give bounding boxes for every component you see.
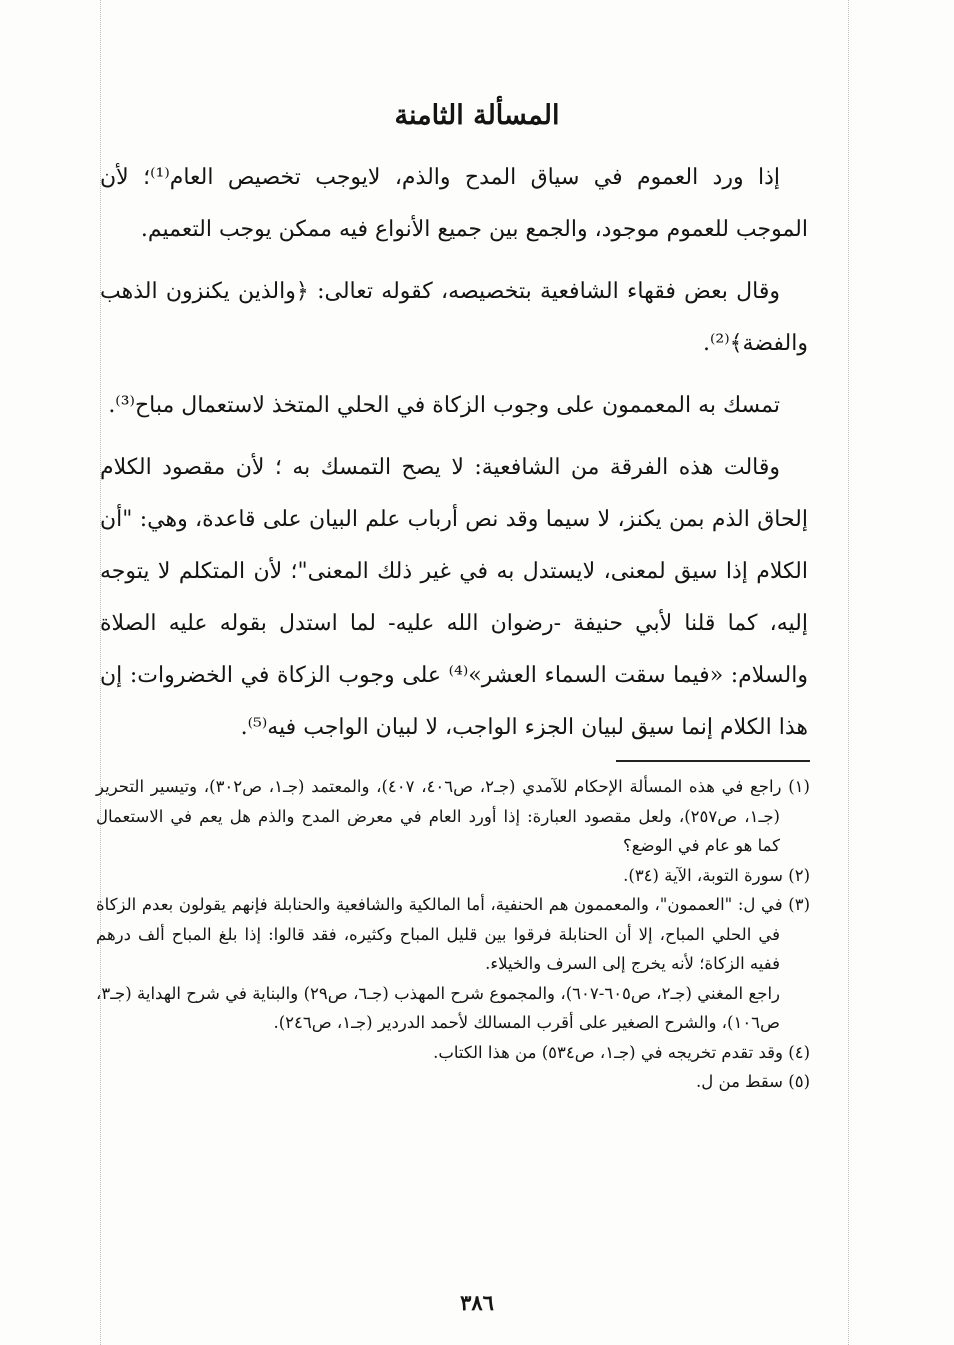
footnote-5: (٥) سقط من ل. [696,1072,810,1091]
paragraph: إذا ورد العموم في سياق المدح والذم، لايوجب تخصيص العام⁽¹⁾؛ لأن الموجب للعموم موجود، والجمع بين جميع الأنواع فيه ممكن يوجب التعميم. [100,165,808,242]
page-title: المسألة الثامنة [394,100,560,131]
footnote-3-continuation: راجع المغني (جـ٢، ص٦٠٥-٦٠٧)، والمجموع شرح المهذب (جـ٦، ص٢٩) والبناية في شرح الهداية (جـ٣، ص١٠٦)، والشرح الصغير على أقرب المسالك لأحمد الدردير (جـ١، ص٢٤٦). [96,983,780,1032]
margin-guide-right [848,0,849,1345]
main-text [100,152,808,764]
footnote-separator [616,760,810,762]
footnote-4: (٤) وقد تقدم تخريجه في (جـ١، ص٥٣٤) من هذا الكتاب. [433,1042,810,1062]
footnotes [96,772,810,1097]
page-number: ٣٨٦ [460,1290,494,1315]
footnote-1: (١) راجع في هذه المسألة الإحكام للآمدي (جـ٢، ص٤٠٦، ٤٠٧)، والمعتمد (جـ١، ص٣٠٢)، وتيسير التحرير (جـ١، ص٢٥٧)، ولعل مقصود العبارة: إذا أورد العام في معرض المدح والذم هل يعم في الاستعمال كما هو عام في الوضع؟ [96,777,810,855]
footnote-3: (٣) في ل: "العممون"، والمعممون هم الحنفية، أما المالكية والشافعية والحنابلة فإنهم يقولون بعدم الزكاة في الحلي المباح، إلا أن الحنابلة فرقوا بين قليل المباح وكثيره، فقد قالوا: إذا بلغ المباح ألف درهم ففيه الزكاة؛ لأنه يخرج إلى السرف والخيلاء. [96,895,810,973]
footnote-2: (٢) سورة التوبة، الآية (٣٤). [623,865,810,885]
paragraph: تمسك به المعممون على وجوب الزكاة في الحلي المتخذ لاستعمال مباح⁽³⁾. [108,393,780,418]
paragraph: وقال بعض فقهاء الشافعية بتخصيصه، كقوله تعالى: ﴿والذين يكنزون الذهب والفضة﴾⁽²⁾. [100,279,808,356]
paragraph: وقالت هذه الفرقة من الشافعية: لا يصح التمسك به ؛ لأن مقصود الكلام إلحاق الذم بمن يكنز، لا سيما وقد نص أرباب علم البيان على قاعدة، وهي: "أن الكلام إذا سيق لمعنى، لايستدل به في غير ذلك المعنى"؛ لأن المتكلم لا يتوجه إليه، كما قلنا لأبي حنيفة -رضوان الله عليه- لما استدل بقوله عليه الصلاة والسلام: «فيما سقت السماء العشر»⁽⁴⁾ على وجوب الزكاة في الخضروات: إن هذا الكلام إنما سيق لبيان الجزء الواجب، لا لبيان الواجب فيه⁽⁵⁾. [100,455,808,740]
